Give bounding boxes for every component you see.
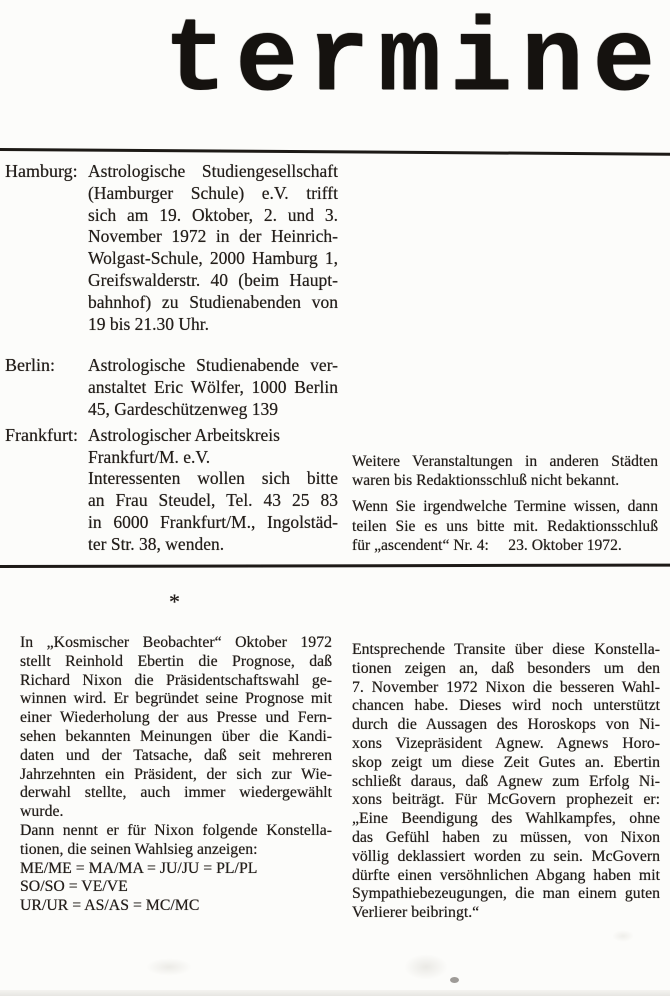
text-line: Frankfurt/M. e.V. <box>88 446 211 467</box>
city-label: Berlin: <box>5 355 55 376</box>
text-line: Astrologischer Arbeitskreis <box>88 424 280 445</box>
text-line: Richard Nixon die Präsidentschaftswahl ge- <box>20 671 332 689</box>
event-details <box>88 355 338 420</box>
text-line: xons beiträgt. Für McGovern prophezeit er: <box>352 791 660 809</box>
text-line: sich am 19. Oktober, 2. und 3. <box>88 204 338 225</box>
event-entry <box>5 161 339 335</box>
page-title: termine <box>164 3 664 121</box>
scan-smudge <box>146 958 192 976</box>
article-column-left <box>20 634 332 916</box>
section-divider <box>0 564 670 568</box>
text-line: Jahrzehnten ein Präsident, der sich zur Wie- <box>20 765 332 783</box>
text-line: sehen bekannten Meinungen über die Kandi- <box>20 727 332 745</box>
notice-paragraph <box>352 452 658 490</box>
text-line: Astrologische Studienabende ver- <box>88 355 338 376</box>
text-line: Dann nennt er für Nixon folgende Konstella- <box>20 821 332 839</box>
text-line: Greifswalderstr. 40 (beim Haupt- <box>88 269 338 290</box>
text-line: daten und der Tatsache, daß seit mehreren <box>20 746 332 764</box>
text-line: Sympathiebezeugungen, die man einem guten <box>352 885 660 903</box>
text-line: wurde. <box>20 803 64 821</box>
event-details <box>88 425 338 556</box>
text-line: Verlierer beibringt.“ <box>352 904 480 922</box>
notice-paragraph <box>352 497 658 555</box>
text-line: Weitere Veranstaltungen in anderen Städten <box>352 453 658 470</box>
asterisk-separator: * <box>169 589 180 614</box>
text-line: waren bis Redaktionsschluß nicht bekannt. <box>352 472 620 490</box>
event-entry <box>5 355 339 420</box>
text-line: völlig deklassiert worden zu sein. McGovern <box>352 847 660 865</box>
scan-smudge <box>404 954 448 980</box>
text-line: bahnhof) zu Studienabenden von <box>88 291 338 312</box>
text-line: Wenn Sie irgendwelche Termine wissen, dann <box>352 498 658 516</box>
text-line: „Eine Beendigung des Wahlkampfes, ohne <box>352 810 660 828</box>
text-line: an Frau Steudel, Tel. 43 25 83 <box>88 490 338 511</box>
text-line: in 6000 Frankfurt/M., Ingolstäd- <box>88 511 338 532</box>
text-line: für „ascendent“ Nr. 4: 23. Oktober 1972. <box>352 536 622 554</box>
ink-speck <box>450 977 459 983</box>
event-entry <box>5 425 339 556</box>
page-edge-shadow <box>0 990 670 996</box>
scan-smudge <box>612 930 634 942</box>
text-line: ter Str. 38, wenden. <box>88 533 225 554</box>
text-line: durch die Aussagen des Horoskops von Ni- <box>352 716 660 734</box>
text-line: ME/ME = MA/MA = JU/JU = PL/PL <box>20 859 258 877</box>
text-line: winnen wird. Er begründet seine Prognose mit <box>20 690 332 708</box>
text-line: UR/UR = AS/AS = MC/MC <box>20 897 200 915</box>
article-column-right <box>352 641 660 923</box>
text-line: Entsprechende Transite über diese Konstella- <box>352 641 660 658</box>
editorial-notes <box>352 452 658 555</box>
events-list <box>5 161 339 556</box>
text-line: einer Wiederholung der aus Presse und Fern- <box>20 709 332 727</box>
text-line: SO/SO = VE/VE <box>20 878 128 896</box>
text-line: 45, Gardeschützenweg 139 <box>88 398 279 419</box>
text-line: skop zeigt um diese Zeit Gutes an. Ebertin <box>352 753 660 771</box>
text-line: Interessenten wollen sich bitte <box>88 468 338 489</box>
text-line: 7. November 1972 Nixon die besseren Wahl- <box>352 678 660 696</box>
text-line: teilen Sie es uns bitte mit. Redaktionsschluß <box>352 517 658 535</box>
text-line: schließt daraus, daß Agnew zum Erfolg Ni- <box>352 772 660 790</box>
text-line: November 1972 in der Heinrich- <box>88 226 338 247</box>
event-details <box>88 161 338 335</box>
text-line: stellt Reinhold Ebertin die Prognose, daß <box>20 652 332 670</box>
text-line: anstaltet Eric Wölfer, 1000 Berlin <box>88 377 338 398</box>
text-line: tionen, die seinen Wahlsieg anzeigen: <box>20 840 258 858</box>
text-line: In „Kosmischer Beobachter“ Oktober 1972 <box>20 634 332 651</box>
text-line: chancen habe. Dieses wird noch unterstützt <box>352 697 660 715</box>
text-line: tionen zeigen an, daß besonders um den <box>352 659 660 677</box>
text-line: Wolgast-Schule, 2000 Hamburg 1, <box>88 248 338 269</box>
masthead-divider <box>0 148 670 156</box>
text-line: xons Vizepräsident Agnew. Agnews Horo- <box>352 734 660 752</box>
text-line: 19 bis 21.30 Uhr. <box>88 313 210 334</box>
text-line: (Hamburger Schule) e.V. trifft <box>88 182 338 203</box>
text-line: dürfte einen versöhnlichen Abgang haben mit <box>352 866 660 884</box>
text-line: Astrologische Studiengesellschaft <box>88 161 338 181</box>
city-label: Frankfurt: <box>5 424 78 445</box>
text-line: derwahl stellte, auch immer wiedergewählt <box>20 784 332 802</box>
text-line: das Gefühl haben zu müssen, von Nixon <box>352 828 660 846</box>
city-label: Hamburg: <box>5 161 78 181</box>
